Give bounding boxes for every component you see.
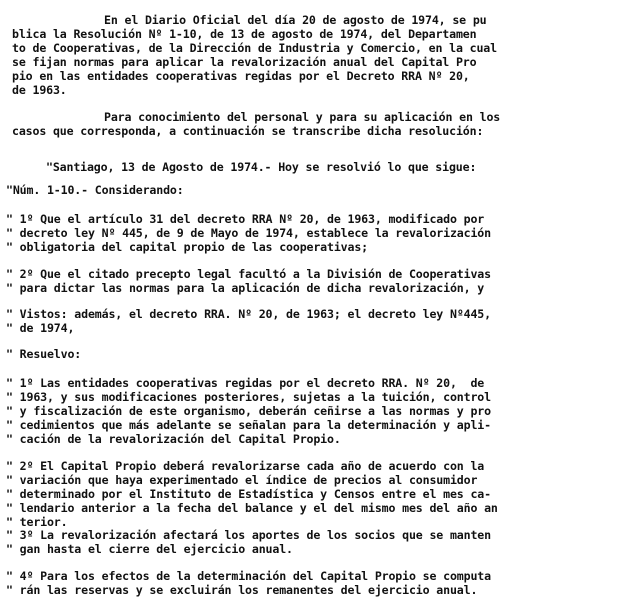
paragraph-2-line: Para conocimiento del personal y para su aplicación en los — [104, 110, 501, 124]
considerando-2-line: " para dictar las normas para la aplicación de dicha revalorización, y — [6, 281, 485, 295]
resuelvo-2-line: " 2º El Capital Propio deberá revalorizarse cada año de acuerdo con la — [6, 459, 485, 473]
vistos-line: " Vistos: además, el decreto RRA. Nº 20, de 1963; el decreto ley Nº445, — [6, 307, 491, 321]
paragraph-1-line: En el Diario Oficial del día 20 de agosto de 1974, se pu — [104, 13, 487, 27]
resuelvo-heading: " Resuelvo: — [6, 347, 82, 361]
resuelvo-2-line: " terior. — [6, 515, 68, 529]
paragraph-1-line: pio en las entidades cooperativas regidas por el Decreto RRA Nº 20, — [12, 69, 470, 83]
paragraph-1-line: de 1963. — [12, 83, 67, 97]
resuelvo-3-line: " 3º La revalorización afectará los aportes de los socios que se manten — [6, 528, 491, 542]
resuelvo-4-line: " rán las reservas y se excluirán los remanentes del ejercicio anual. — [6, 583, 478, 597]
resuelvo-4-line: " 4º Para los efectos de la determinación del Capital Propio se computa — [6, 569, 491, 583]
paragraph-1-line: blica la Resolución Nº 1-10, de 13 de agosto de 1974, del Departamen — [12, 27, 477, 41]
resuelvo-2-line: " lendario anterior a la fecha del balance y el del mismo mes del año an — [6, 501, 498, 515]
resolution-number-line: "Núm. 1-10.- Considerando: — [6, 183, 184, 197]
paragraph-1-line: to de Cooperativas, de la Dirección de Industria y Comercio, en la cual — [12, 41, 497, 55]
resuelvo-1-line: " 1963, y sus modificaciones posteriores, sujetas a la tuición, control — [6, 390, 491, 404]
considerando-1-line: " decreto ley Nº 445, de 9 de Mayo de 1974, establece la revalorización — [6, 226, 491, 240]
vistos-line: " de 1974, — [6, 321, 75, 335]
resuelvo-2-line: " determinado por el Instituto de Estadística y Censos entre el mes ca- — [6, 487, 491, 501]
resuelvo-3-line: " gan hasta el cierre del ejercicio anual. — [6, 542, 293, 556]
paragraph-1-line: se fijan normas para aplicar la revalorización anual del Capital Pro — [12, 55, 477, 69]
quote-intro-line: "Santiago, 13 de Agosto de 1974.- Hoy se resolvió lo que sigue: — [46, 160, 477, 174]
considerando-2-line: " 2º Que el citado precepto legal facultó a la División de Cooperativas — [6, 267, 491, 281]
resuelvo-2-line: " variación que haya experimentado el índice de precios al consumidor — [6, 473, 478, 487]
resuelvo-1-line: " 1º Las entidades cooperativas regidas por el decreto RRA. Nº 20, de — [6, 376, 485, 390]
paragraph-2-line: casos que corresponda, a continuación se transcribe dicha resolución: — [12, 124, 484, 138]
resuelvo-1-line: " cación de la revalorización del Capital Propio. — [6, 432, 341, 446]
resuelvo-1-line: " y fiscalización de este organismo, deberán ceñirse a las normas y pro — [6, 404, 491, 418]
resuelvo-1-line: " cedimientos que más adelante se señalan para la determinación y apli- — [6, 418, 491, 432]
considerando-1-line: " obligatoria del capital propio de las cooperativas; — [6, 240, 368, 254]
considerando-1-line: " 1º Que el artículo 31 del decreto RRA Nº 20, de 1963, modificado por — [6, 212, 485, 226]
